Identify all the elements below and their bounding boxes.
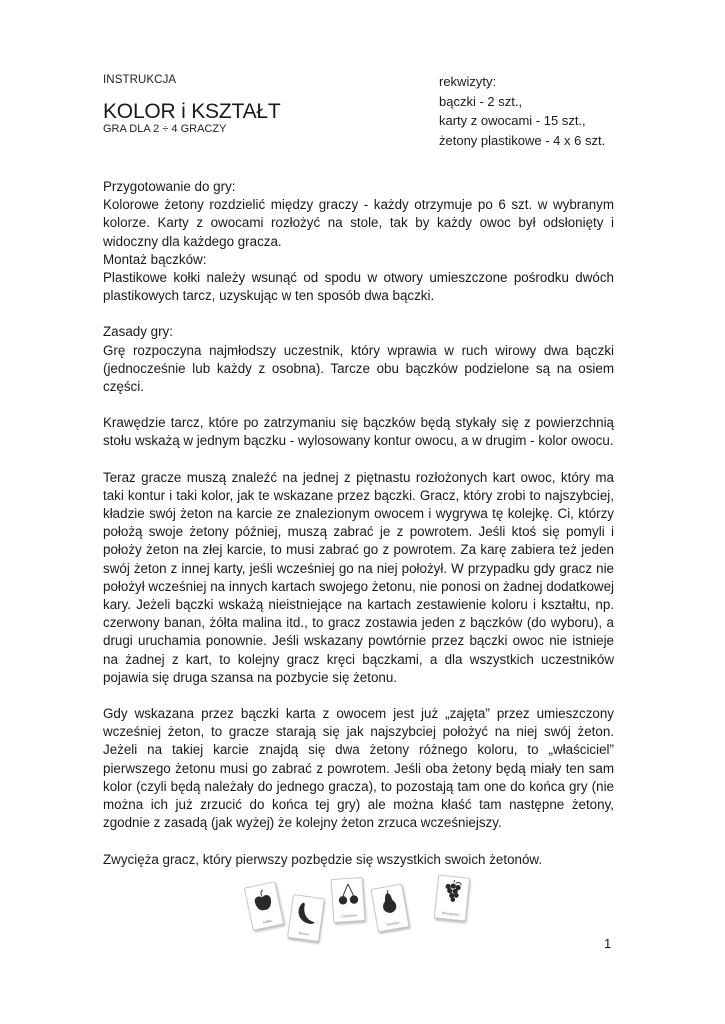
paragraph-rules-start: Grę rozpoczyna najmłodszy uczestnik, który wprawia w ruch wirowy dwa bączki (jednocześnie lub każdy z osobna). Tarcze obu bączków podzielone są na osiem części. <box>103 342 614 395</box>
card-label: Winogrona <box>441 911 459 917</box>
props-item: żetony plastikowe - 4 x 6 szt. <box>439 132 606 148</box>
paragraph-rules-play: Teraz gracze muszą znaleźć na jednej z piętnastu rozłożonych kart owoc, który ma taki kontur i taki kolor, jak te wskazane przez bączki. Gracz, który zrobi to najszybciej, kładzie swój żeton na karcie ze znalezionym owocem i wygrywa tę kolejkę. Ci, którzy położą swoje żetony później, muszą zabrać je z powrotem. Jeśli ktoś się pomyli i położy żeton na złej karcie, to musi zabrać go z powrotem. Za karę zabiera też jeden swój żeton z innej karty, jeśli wcześniej go na niej położył. W przypadku gdy gracz nie położył wcześniej na innych kartach swojego żetonu, nie ponosi on żadnej dodatkowej kary. Jeżeli bączki wskażą nieistniejące na kartach zestawienie koloru i kształtu, np. czerwony banan, żółta malina itd., to gracz zostawia jeden z bączków (do wyboru), a drugi uruchamia ponownie. Jeśli wskazany powtórnie przez bączki owoc nie istnieje na żadnej z kart, to kolejny gracz kręci bączkami, a dla wszystkich uczestników pojawia się druga szansa na pozbycie się żetonu. <box>103 469 614 685</box>
page-number: 1 <box>604 936 612 951</box>
paragraph-setup: Kolorowe żetony rozdzielić między graczy - każdy otrzymuje po 6 szt. w wybranym kolorze. Karty z owocami rozłożyć na stole, tak by każdy owoc był odsłonięty i widoczny dla każdego gracza. <box>103 197 614 249</box>
card-pear <box>370 884 409 933</box>
card-apple <box>244 881 284 931</box>
game-title: KOLOR i KSZTAŁT <box>103 100 281 123</box>
document-type-label: INSTRUKCJA <box>103 74 177 86</box>
paragraph-rules-edges: Krawędzie tarcz, które po zatrzymaniu się bączków będą stykały się z powierzchnią stołu wskażą w jednym bączku - wylosowany kontur owocu, a w drugim - kolor owocu. <box>103 415 614 449</box>
paragraph-rules-occupied: Gdy wskazana przez bączki karta z owocem jest już „zajęta” przez umieszczony wcześniej żeton, to gracze starają się jak najszybciej położyć na niej swój żeton. Jeżeli na takiej karcie znajdą się dwa żetony różnego koloru, to „właściciel” pierwszego żetonu musi go zabrać z powrotem. Jeśli oba żetony będą miały ten sam kolor (czyli będą należały do jednego gracza), to pozostają tam one do końca gry (nie można ich już zrzucić do końca tej gry) ale można kłaść tam następne żetony, zgodnie z zasadą (jak wyżej) że kolejny żeton zrzuca wcześniejszy. <box>103 706 614 831</box>
card-label: Banan <box>298 931 310 937</box>
game-subtitle: GRA DLA 2 ÷ 4 GRACZY <box>103 123 227 135</box>
section-heading-setup: Przygotowanie do gry: <box>103 179 236 194</box>
header-block <box>103 74 280 135</box>
props-heading: rekwizyty: <box>439 74 497 89</box>
props-item: bączki - 2 szt., <box>439 93 523 109</box>
props-item: karty z owocami - 15 szt., <box>439 113 586 128</box>
instructions-body <box>103 178 614 869</box>
card-label: Czereśnie <box>341 913 358 919</box>
paragraph-winner: Zwycięża gracz, który pierwszy pozbędzie się wszystkich swoich żetonów. <box>103 851 543 867</box>
card-grapes <box>434 874 470 921</box>
card-cherries <box>331 877 366 923</box>
card-label: Jabłko <box>261 918 273 925</box>
paragraph-assembly: Plastikowe kołki należy wsunąć od spodu w otwory umieszczone pośrodku dwóch plastikowych tarcz, uzyskując w ten sposób dwa bączki. <box>103 270 614 304</box>
card-banana <box>287 894 325 942</box>
props-list <box>439 72 605 150</box>
card-label: Gruszka <box>386 920 400 927</box>
fruit-cards-illustration <box>240 872 490 942</box>
section-heading-assembly: Montaż bączków: <box>103 251 207 267</box>
section-heading-rules: Zasady gry: <box>103 324 173 340</box>
